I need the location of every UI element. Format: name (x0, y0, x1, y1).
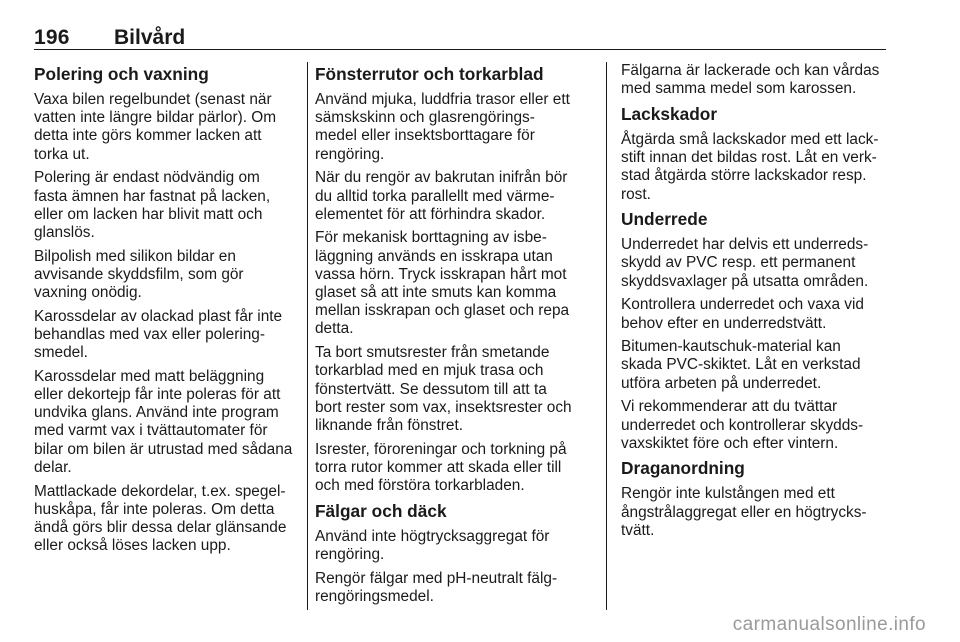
column-2 (315, 62, 595, 612)
section-heading: Underrede (621, 209, 708, 230)
paragraph: Använd inte högtrycksaggregat för rengöring. (315, 527, 550, 563)
paragraph: Karossdelar med matt beläggning eller dekortejp får inte poleras för att undvika glans. Använd inte program med varmt vax i tvättautomater för bilar om bilen är utrustad med sådana delar. (34, 367, 293, 476)
paragraph: Polering är endast nödvändig om fasta ämnen har fastnat på lacken, eller om lacken har blivit matt och glanslös. (34, 169, 271, 241)
section-heading: Draganordning (621, 458, 745, 479)
paragraph: Kontrollera underredet och vaxa vid behov efter en underredstvätt. (621, 296, 864, 332)
section-heading: Fönsterrutor och torkarblad (315, 64, 544, 84)
paragraph: Mattlackade dekordelar, t.ex. spegel‐ huskåpa, får inte poleras. Om detta ändå görs blir dessa delar glänsande eller också löses lacken upp. (34, 482, 287, 555)
paragraph: Karossdelar av olackad plast får inte behandlas med vax eller polering‐ smedel. (34, 307, 283, 362)
paragraph: Åtgärda små lackskador med ett lack‐ stift innan det bildas rost. Låt en verk‐ stad åtgärda större lackskador resp. rost. (621, 130, 879, 203)
page-number: 196 (34, 26, 70, 49)
paragraph: Vaxa bilen regelbundet (senast när vatten inte längre bildar pärlor). Om detta inte görs kommer lacken att torka ut. (34, 91, 277, 163)
column-1 (34, 62, 300, 561)
section-heading: Polering och vaxning (34, 64, 209, 84)
header-divider (34, 49, 886, 50)
paragraph: Underredet har delvis ett underreds‐ skydd av PVC resp. ett permanent skyddsvaxlager på utsatta områden. (621, 236, 869, 290)
paragraph: Isrester, föroreningar och torkning på torra rutor kommer att skada eller till och med förstöra torkarbladen. (315, 440, 567, 495)
paragraph: För mekanisk borttagning av isbe‐ läggning används en isskrapa utan vassa hörn. Tryck isskrapan hårt mot glaset så att inte smuts kan komma mellan isskrapan och glaset och repa detta. (315, 229, 570, 338)
paragraph: Vi rekommenderar att du tvättar underredet och kontrollerar skydds‐ vaxskiktet före och efter vintern. (621, 398, 864, 452)
chapter-title: Bilvård (114, 26, 186, 49)
watermark-text: carmanualsonline.info (732, 614, 926, 635)
column-3 (621, 62, 889, 546)
paragraph: Bilpolish med silikon bildar en avvisande skyddsfilm, som gör vaxning onödig. (34, 247, 244, 302)
paragraph: Rengör inte kulstången med ett ångstrålaggregat eller en högtrycks‐ tvätt. (621, 485, 867, 539)
column-divider (606, 62, 607, 610)
paragraph: Rengör fälgar med pH-neutralt fälg‐ rengöringsmedel. (315, 569, 558, 605)
section-heading: Lackskador (621, 103, 718, 124)
paragraph: När du rengör av bakrutan inifrån bör du alltid torka parallellt med värme‐ elementet för att förhindra skador. (315, 169, 568, 223)
paragraph: Bitumen-kautschuk-material kan skada PVC-skiktet. Låt en verkstad utföra arbeten på underredet. (621, 338, 861, 392)
page-header (34, 26, 886, 50)
paragraph: Fälgarna är lackerade och kan vårdas med samma medel som karossen. (621, 62, 880, 98)
paragraph: Ta bort smutsrester från smetande torkarblad med en mjuk trasa och fönstertvätt. Se dessutom till att ta bort rester som vax, insektsrester och liknande från fönstret. (315, 344, 572, 434)
column-divider (307, 62, 308, 610)
paragraph: Använd mjuka, luddfria trasor eller ett sämskskinn och glasrengörings‐ medel eller insektsborttagare för rengöring. (315, 91, 570, 163)
section-heading: Fälgar och däck (315, 500, 447, 521)
